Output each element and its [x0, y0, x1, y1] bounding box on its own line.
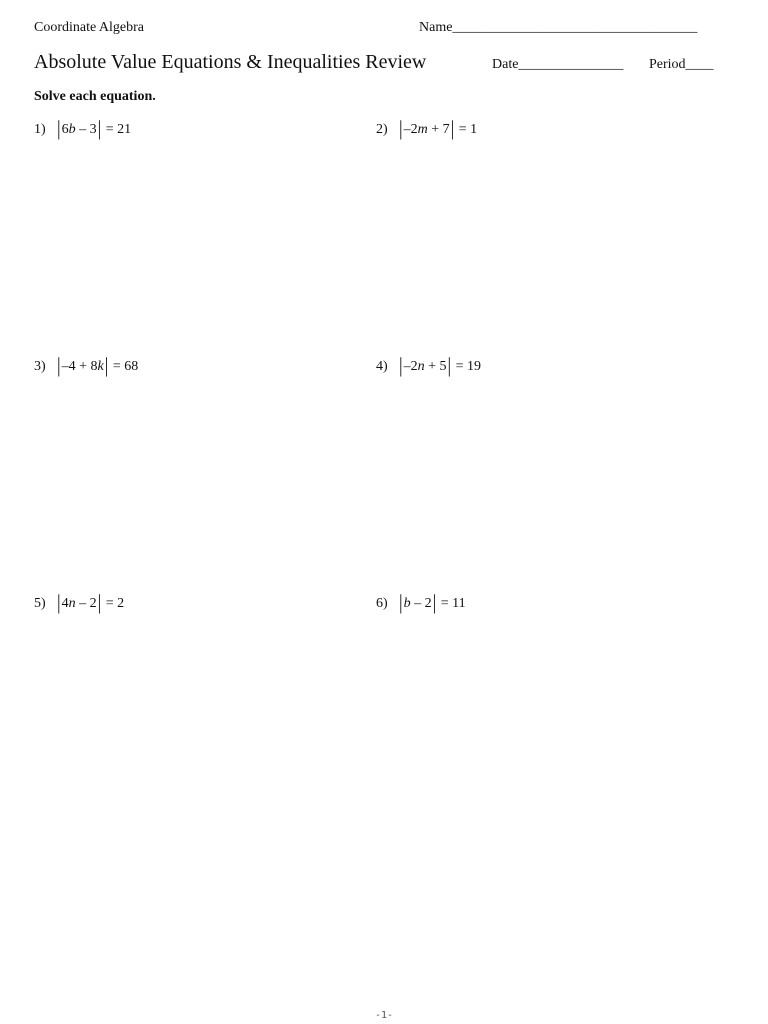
- expr-part: –2: [403, 359, 418, 374]
- problem-2: [376, 116, 478, 140]
- problem-number: 2): [376, 122, 388, 137]
- equation-rhs: = 11: [437, 596, 466, 611]
- problem-number: 4): [376, 359, 388, 374]
- expr-part: + 5: [424, 359, 447, 374]
- expr-part: –2: [403, 122, 418, 137]
- abs-bar-right: |: [97, 590, 102, 614]
- abs-bar-right: |: [432, 590, 437, 614]
- abs-bar-left: |: [57, 116, 61, 140]
- worksheet-title: Absolute Value Equations & Inequalities Review: [34, 51, 427, 73]
- equation-rhs: = 68: [109, 359, 139, 374]
- variable: k: [97, 359, 104, 374]
- variable: n: [68, 596, 76, 611]
- page-number: -1-: [374, 1010, 394, 1021]
- abs-bar-left: |: [399, 353, 403, 377]
- abs-bar-left: |: [399, 590, 403, 614]
- variable: b: [68, 122, 76, 137]
- expr-part: – 2: [75, 596, 97, 611]
- problem-number: 6): [376, 596, 388, 611]
- expr-part: 4: [61, 596, 69, 611]
- abs-bar-left: |: [57, 353, 61, 377]
- abs-bar-left: |: [57, 590, 61, 614]
- instructions: Solve each equation.: [34, 89, 156, 104]
- abs-bar-right: |: [104, 353, 109, 377]
- equation-rhs: = 19: [452, 359, 482, 374]
- problem-number: 1): [34, 122, 46, 137]
- expr-part: + 7: [427, 122, 450, 137]
- equation-rhs: = 21: [102, 122, 132, 137]
- variable: n: [417, 359, 425, 374]
- expr-part: –4 + 8: [61, 359, 98, 374]
- problem-number: 5): [34, 596, 46, 611]
- course-name: Coordinate Algebra: [34, 20, 145, 35]
- problem-1: [34, 116, 132, 140]
- name-field[interactable]: Name___________________________________: [419, 20, 698, 35]
- problem-3: [34, 353, 139, 377]
- problem-5: [34, 590, 125, 614]
- abs-bar-right: |: [97, 116, 102, 140]
- expr-part: – 2: [410, 596, 432, 611]
- period-field[interactable]: Period____: [649, 57, 714, 72]
- equation-rhs: = 1: [455, 122, 478, 137]
- abs-bar-right: |: [450, 116, 455, 140]
- abs-bar-right: |: [447, 353, 452, 377]
- problem-6: [376, 590, 466, 614]
- problem-number: 3): [34, 359, 46, 374]
- abs-bar-left: |: [399, 116, 403, 140]
- expr-part: 6: [61, 122, 69, 137]
- date-field[interactable]: Date_______________: [492, 57, 624, 72]
- variable: b: [403, 596, 411, 611]
- problem-4: [376, 353, 482, 377]
- variable: m: [417, 122, 428, 137]
- equation-rhs: = 2: [102, 596, 125, 611]
- expr-part: – 3: [75, 122, 97, 137]
